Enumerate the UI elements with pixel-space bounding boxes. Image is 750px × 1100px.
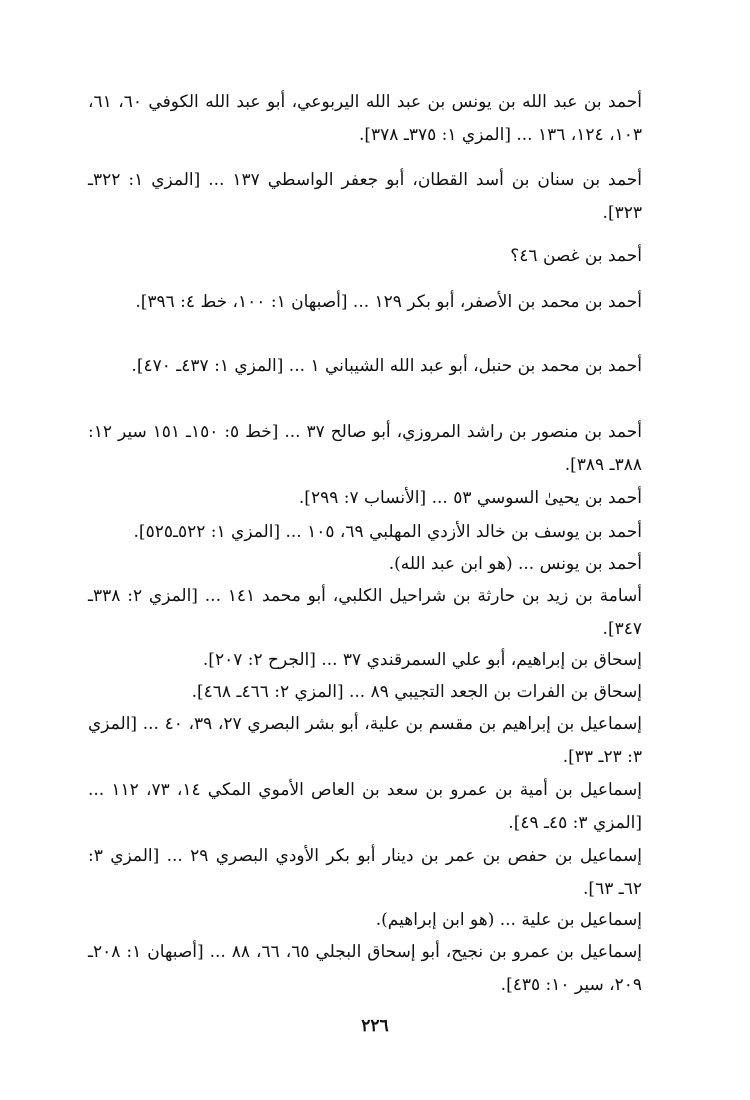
- index-entry: إسحاق بن إبراهيم، أبو علي السمرقندي ٣٧ ... [الجرح ٢: ٢٠٧].: [202, 650, 642, 670]
- index-entry: أحمد بن عبد الله بن يونس بن عبد الله اليربوعي، أبو عبد الله الكوفي ٦٠، ٦١، ١٠٣، ١٢٤، ١٣٦ ... [المزي ١: ٣٧٥ـ ٣٧٨].: [88, 92, 642, 145]
- index-entry: إسماعيل بن أمية بن عمرو بن سعد بن العاص الأموي المكي ١٤، ٧٣، ١١٢ ... [المزي ٣: ٤٥ـ ٤٩].: [88, 780, 643, 833]
- index-entry: أحمد بن محمد بن حنبل، أبو عبد الله الشيباني ١ ... [المزي ١: ٤٣٧ـ ٤٧٠].: [131, 356, 642, 376]
- index-entry: أحمد بن يحيىٰ السوسي ٥٣ ... [الأنساب ٧: ٢٩٩].: [298, 488, 642, 508]
- index-entry: أسامة بن زيد بن حارثة بن شراحيل الكلبي، أبو محمد ١٤١ ... [المزي ٢: ٣٣٨ـ ٣٤٧].: [88, 586, 642, 639]
- index-entry: أحمد بن غصن ٤٦؟: [510, 246, 642, 266]
- index-entry: إسماعيل بن علية ... (هو ابن إبراهيم).: [375, 910, 642, 930]
- index-entry: إسماعيل بن عمرو بن نجيح، أبو إسحاق البجلي ٦٥، ٦٦، ٨٨ ... [أصبهان ١: ٢٠٨ـ ٢٠٩، سير ١٠: ٤٣٥].: [88, 942, 643, 995]
- index-entry: أحمد بن يوسف بن خالد الأزدي المهلبي ٦٩، ١٠٥ ... [المزي ١: ٥٢٢ـ٥٢٥].: [133, 522, 642, 542]
- index-entry: إسماعيل بن إبراهيم بن مقسم بن علية، أبو بشر البصري ٢٧، ٣٩، ٤٠ ... [المزي ٣: ٢٣ـ ٣٣].: [88, 714, 643, 767]
- index-entry: أحمد بن محمد بن الأصفر، أبو بكر ١٢٩ ... [أصبهان ١: ١٠٠، خط ٤: ٣٩٦].: [135, 292, 642, 312]
- page-number: ٢٢٦: [361, 1016, 389, 1036]
- index-entry: أحمد بن سنان بن أسد القطان، أبو جعفر الواسطي ١٣٧ ... [المزي ١: ٣٢٢ـ ٣٢٣].: [88, 170, 642, 223]
- index-entry: أحمد بن يونس ... (هو ابن عبد الله).: [388, 554, 642, 574]
- index-entry: إسحاق بن الفرات بن الجعد التجيبي ٨٩ ... [المزي ٢: ٤٦٦ـ ٤٦٨].: [191, 682, 642, 702]
- index-entry: أحمد بن منصور بن راشد المروزي، أبو صالح ٣٧ ... [خط ٥: ١٥٠ـ ١٥١ سير ١٢: ٣٨٨ـ ٣٨٩].: [88, 422, 642, 475]
- index-entry: إسماعيل بن حفص بن عمر بن دينار أبو بكر الأودي البصري ٢٩ ... [المزي ٣: ٦٢ـ ٦٣].: [88, 846, 642, 899]
